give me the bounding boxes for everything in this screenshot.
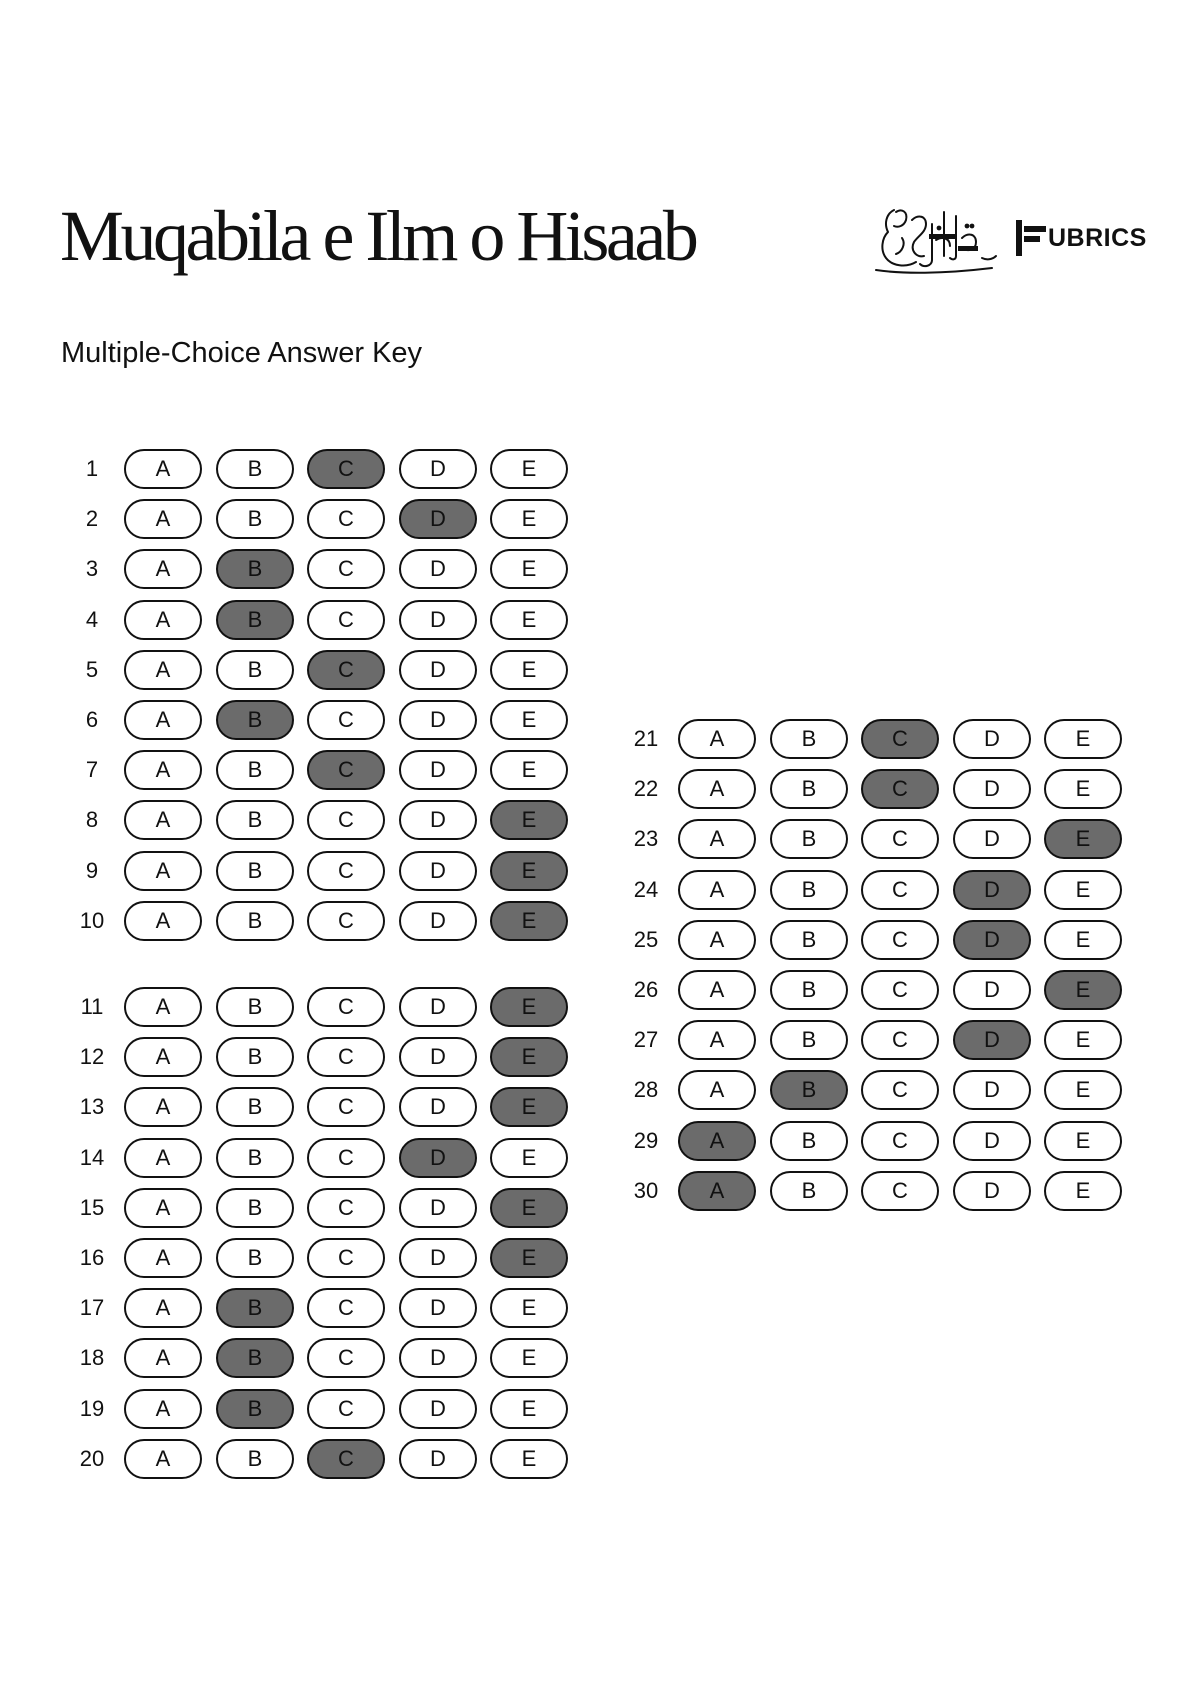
answer-bubble-correct: B: [216, 600, 294, 640]
answer-bubble: C: [861, 1121, 939, 1161]
answer-bubble: B: [216, 851, 294, 891]
answer-bubble: D: [399, 1087, 477, 1127]
answer-bubble: C: [307, 1238, 385, 1278]
answer-bubble: D: [399, 987, 477, 1027]
answer-bubble: A: [678, 970, 756, 1010]
answer-bubble: B: [770, 1020, 848, 1060]
answer-bubble-correct: E: [1044, 819, 1122, 859]
answer-bubble: C: [307, 549, 385, 589]
answer-bubble-correct: C: [307, 650, 385, 690]
question-number: 7: [85, 757, 99, 783]
question-number: 17: [79, 1295, 105, 1321]
question-number: 30: [633, 1177, 659, 1203]
answer-bubble: A: [124, 1087, 202, 1127]
answer-bubble-correct: B: [216, 700, 294, 740]
question-row: [624, 817, 1144, 861]
question-row: [624, 868, 1144, 912]
question-number: 27: [633, 1027, 659, 1053]
question-number: 24: [633, 876, 659, 902]
answer-bubble-correct: A: [678, 1171, 756, 1211]
answer-bubble-correct: E: [490, 987, 568, 1027]
answer-bubble: C: [307, 1087, 385, 1127]
answer-bubble: E: [490, 1389, 568, 1429]
question-number: 9: [85, 857, 99, 883]
answer-bubble: C: [861, 819, 939, 859]
answer-bubble-correct: B: [770, 1070, 848, 1110]
question-row: [624, 918, 1144, 962]
answer-bubble: E: [490, 499, 568, 539]
question-row: [70, 1085, 590, 1129]
answer-bubble: E: [1044, 719, 1122, 759]
question-number: 18: [79, 1345, 105, 1371]
answer-bubble: A: [678, 870, 756, 910]
answer-bubble: B: [770, 920, 848, 960]
answer-bubble: A: [124, 1439, 202, 1479]
question-row: [70, 899, 590, 943]
answer-bubble: D: [399, 600, 477, 640]
page-title: Muqabila e Ilm o Hisaab: [60, 196, 696, 276]
answer-bubble: B: [216, 1439, 294, 1479]
answer-bubble: E: [1044, 1070, 1122, 1110]
answer-bubble: B: [216, 1138, 294, 1178]
question-number: 5: [85, 656, 99, 682]
answer-bubble: B: [770, 970, 848, 1010]
question-row: [624, 968, 1144, 1012]
question-row: [70, 1336, 590, 1380]
answer-bubble-correct: D: [399, 499, 477, 539]
question-number: 13: [79, 1094, 105, 1120]
answer-bubble: D: [399, 1389, 477, 1429]
answer-bubble: B: [216, 650, 294, 690]
calligraphy-logo-icon: [872, 198, 1000, 278]
question-row: [70, 1286, 590, 1330]
answer-bubble-correct: C: [861, 769, 939, 809]
answer-bubble: A: [124, 600, 202, 640]
question-number: 1: [85, 456, 99, 481]
answer-bubble: D: [953, 970, 1031, 1010]
question-number: 29: [633, 1127, 659, 1153]
answer-bubble: B: [770, 719, 848, 759]
answer-bubble: A: [678, 920, 756, 960]
answer-bubble: A: [124, 987, 202, 1027]
answer-bubble: D: [953, 1171, 1031, 1211]
question-row: [70, 1035, 590, 1079]
answer-bubble: E: [490, 549, 568, 589]
answer-bubble: E: [1044, 870, 1122, 910]
answer-bubble: B: [770, 1121, 848, 1161]
answer-bubble-correct: D: [953, 870, 1031, 910]
question-number: 20: [79, 1445, 105, 1471]
answer-bubble: B: [216, 901, 294, 941]
question-number: 10: [79, 907, 105, 933]
question-number: 15: [79, 1194, 105, 1220]
answer-bubble: A: [678, 819, 756, 859]
answer-bubble-correct: C: [307, 750, 385, 790]
answer-bubble: A: [678, 719, 756, 759]
answer-bubble-correct: E: [490, 1238, 568, 1278]
answer-bubble: C: [861, 1070, 939, 1110]
answer-bubble: B: [216, 499, 294, 539]
question-number: 22: [633, 776, 659, 802]
question-row: [624, 1169, 1144, 1213]
answer-bubble-correct: E: [490, 1188, 568, 1228]
question-number: 2: [85, 506, 99, 532]
question-row: [70, 1236, 590, 1280]
rubrics-logo: [1012, 216, 1147, 260]
answer-bubble-correct: E: [490, 1087, 568, 1127]
answer-bubble: E: [490, 600, 568, 640]
answer-bubble: E: [490, 1138, 568, 1178]
answer-bubble: A: [124, 499, 202, 539]
question-row: [70, 1186, 590, 1230]
question-number: 3: [85, 556, 99, 582]
answer-bubble: B: [216, 1238, 294, 1278]
answer-bubble: C: [307, 1188, 385, 1228]
answer-bubble: A: [124, 449, 202, 489]
answer-bubble: D: [399, 700, 477, 740]
answer-bubble: D: [399, 800, 477, 840]
answer-bubble: C: [307, 499, 385, 539]
answer-bubble: D: [399, 1439, 477, 1479]
answer-bubble: E: [490, 1439, 568, 1479]
answer-bubble: C: [307, 800, 385, 840]
answer-bubble-correct: A: [678, 1121, 756, 1161]
answer-bubble: B: [216, 987, 294, 1027]
answer-bubble: A: [124, 1037, 202, 1077]
answer-bubble-correct: D: [953, 920, 1031, 960]
answer-bubble: C: [861, 920, 939, 960]
answer-bubble: B: [216, 1188, 294, 1228]
answer-bubble: C: [307, 1288, 385, 1328]
answer-bubble: C: [861, 970, 939, 1010]
answer-bubble: C: [307, 1138, 385, 1178]
answer-bubble: A: [124, 650, 202, 690]
question-row: [624, 1018, 1144, 1062]
answer-bubble: A: [124, 1238, 202, 1278]
answer-bubble: D: [953, 1070, 1031, 1110]
answer-bubble: E: [1044, 1121, 1122, 1161]
answer-bubble: A: [124, 750, 202, 790]
answer-bubble: C: [861, 870, 939, 910]
answer-bubble: D: [399, 449, 477, 489]
answer-bubble-correct: E: [490, 851, 568, 891]
answer-bubble-correct: E: [490, 901, 568, 941]
question-row: [70, 985, 590, 1029]
answer-bubble: B: [216, 449, 294, 489]
rubrics-logo-text: UBRICS: [1048, 223, 1147, 252]
answer-bubble: C: [307, 1037, 385, 1077]
answer-bubble: D: [399, 1238, 477, 1278]
answer-bubble: D: [953, 769, 1031, 809]
question-number: 21: [633, 726, 659, 751]
mahfil-logo: [872, 198, 1000, 278]
answer-bubble: D: [953, 719, 1031, 759]
answer-bubble: A: [124, 700, 202, 740]
question-row: [624, 1068, 1144, 1112]
answer-bubble: E: [490, 700, 568, 740]
answer-bubble: C: [307, 901, 385, 941]
question-number: 12: [79, 1044, 105, 1070]
question-row: [70, 748, 590, 792]
question-row: [70, 1437, 590, 1481]
answer-bubble: B: [770, 870, 848, 910]
question-number: 4: [85, 606, 99, 632]
rubrics-mark-icon: [1012, 216, 1050, 260]
question-number: 19: [79, 1395, 105, 1421]
answer-bubble-correct: E: [1044, 970, 1122, 1010]
question-row: [624, 767, 1144, 811]
answer-bubble: A: [678, 769, 756, 809]
question-row: [70, 849, 590, 893]
answer-bubble-correct: B: [216, 549, 294, 589]
question-number: 28: [633, 1077, 659, 1103]
answer-bubble: D: [399, 1188, 477, 1228]
question-row: [70, 1387, 590, 1431]
answer-bubble: D: [399, 549, 477, 589]
answer-bubble: E: [1044, 920, 1122, 960]
answer-bubble: E: [490, 750, 568, 790]
answer-bubble: A: [124, 549, 202, 589]
answer-bubble: A: [124, 901, 202, 941]
question-row: [70, 1136, 590, 1180]
answer-bubble: A: [678, 1020, 756, 1060]
answer-bubble: B: [216, 1037, 294, 1077]
answer-bubble: D: [399, 1037, 477, 1077]
answer-bubble: E: [1044, 1020, 1122, 1060]
answer-bubble: E: [490, 1338, 568, 1378]
answer-bubble: C: [307, 700, 385, 740]
answer-bubble: D: [399, 650, 477, 690]
answer-bubble: C: [861, 1171, 939, 1211]
question-row: [70, 497, 590, 541]
answer-bubble: A: [124, 1288, 202, 1328]
answer-bubble: C: [307, 851, 385, 891]
answer-bubble: C: [307, 987, 385, 1027]
question-row: [624, 1119, 1144, 1163]
answer-bubble: D: [399, 1338, 477, 1378]
answer-bubble: C: [307, 600, 385, 640]
answer-bubble: D: [953, 1121, 1031, 1161]
answer-bubble-correct: C: [861, 719, 939, 759]
question-number: 11: [80, 994, 104, 1019]
question-row: [70, 598, 590, 642]
answer-bubble-correct: D: [399, 1138, 477, 1178]
answer-bubble-correct: E: [490, 800, 568, 840]
answer-bubble: C: [307, 1338, 385, 1378]
answer-bubble: A: [124, 800, 202, 840]
answer-bubble: A: [124, 1188, 202, 1228]
answer-bubble: D: [399, 851, 477, 891]
answer-bubble: D: [399, 1288, 477, 1328]
question-row: [70, 447, 590, 491]
answer-bubble-correct: C: [307, 1439, 385, 1479]
answer-bubble: A: [124, 1138, 202, 1178]
answer-bubble-correct: D: [953, 1020, 1031, 1060]
answer-bubble: C: [861, 1020, 939, 1060]
answer-bubble: B: [216, 800, 294, 840]
answer-bubble: B: [216, 750, 294, 790]
answer-bubble: D: [399, 750, 477, 790]
answer-bubble-correct: B: [216, 1288, 294, 1328]
answer-bubble: B: [770, 819, 848, 859]
answer-bubble: C: [307, 1389, 385, 1429]
answer-bubble: E: [1044, 769, 1122, 809]
answer-bubble: A: [678, 1070, 756, 1110]
question-number: 23: [633, 826, 659, 852]
answer-bubble-correct: E: [490, 1037, 568, 1077]
question-row: [70, 547, 590, 591]
answer-bubble: B: [770, 769, 848, 809]
answer-bubble: E: [490, 650, 568, 690]
question-row: [70, 648, 590, 692]
answer-bubble-correct: B: [216, 1389, 294, 1429]
answer-bubble: A: [124, 1338, 202, 1378]
answer-bubble: E: [490, 1288, 568, 1328]
question-number: 14: [79, 1144, 105, 1170]
answer-bubble: B: [770, 1171, 848, 1211]
answer-bubble: D: [953, 819, 1031, 859]
answer-bubble-correct: C: [307, 449, 385, 489]
question-row: [624, 717, 1144, 761]
answer-bubble: A: [124, 851, 202, 891]
question-row: [70, 698, 590, 742]
answer-bubble: E: [1044, 1171, 1122, 1211]
question-number: 25: [633, 926, 659, 952]
answer-bubble-correct: B: [216, 1338, 294, 1378]
answer-bubble: D: [399, 901, 477, 941]
answer-bubble: B: [216, 1087, 294, 1127]
question-number: 6: [85, 707, 99, 732]
question-row: [70, 798, 590, 842]
question-number: 16: [79, 1245, 105, 1270]
question-number: 8: [85, 807, 99, 833]
answer-key-subtitle: Multiple-Choice Answer Key: [61, 337, 423, 369]
answer-bubble: E: [490, 449, 568, 489]
answer-bubble: A: [124, 1389, 202, 1429]
question-number: 26: [633, 977, 659, 1002]
